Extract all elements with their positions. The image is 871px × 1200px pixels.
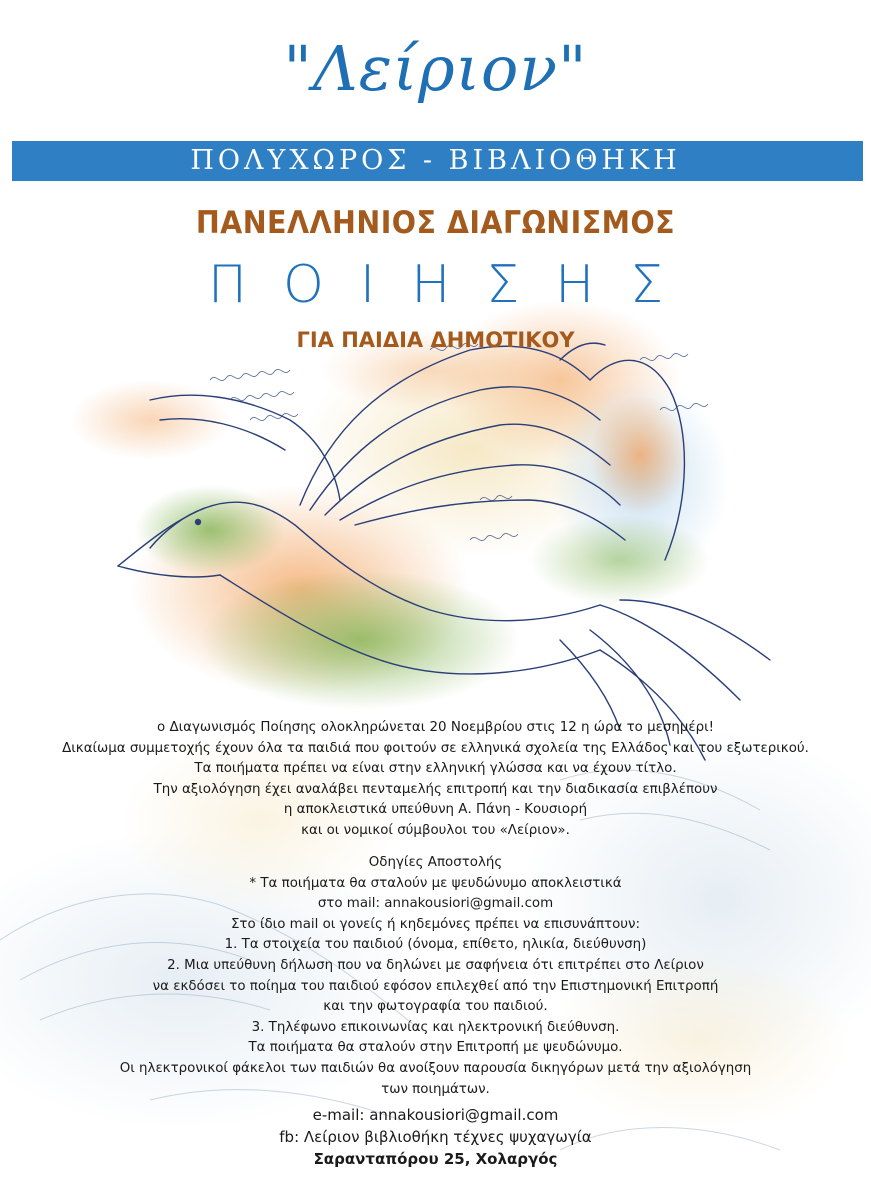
contest-audience: ΓΙΑ ΠΑΙΔΙΑ ΔΗΜΟΤΙΚΟΥ bbox=[296, 328, 575, 352]
info-paragraph bbox=[0, 718, 871, 842]
info-line: Δικαίωμα συμμετοχής έχουν όλα τα παιδιά που φοιτούν σε ελληνικά σχολεία της Ελλάδος και του εξωτερικού. bbox=[62, 740, 809, 756]
instructions-line: και την φωτογραφία του παιδιού. bbox=[323, 999, 548, 1015]
instructions-paragraph bbox=[0, 853, 871, 1100]
instructions-line: * Τα ποιήματα θα σταλούν με ψευδώνυμο αποκλειστικά bbox=[249, 875, 622, 891]
instructions-line: να εκδόσει το ποίημα του παιδιού εφόσον επιλεχθεί από την Επιστημονική Επιτροπή bbox=[152, 978, 719, 994]
instructions-line: 1. Τα στοιχεία του παιδιού (όνομα, επίθετο, ηλικία, διεύθυνση) bbox=[224, 937, 647, 953]
contact-facebook: fb: Λείριον βιβλιοθήκη τέχνες ψυχαγωγία bbox=[279, 1128, 592, 1146]
instructions-line: 3. Τηλέφωνο επικοινωνίας και ηλεκτρονική διεύθυνση. bbox=[251, 1019, 620, 1035]
info-line: Την αξιολόγηση έχει αναλάβει πενταμελής επιτροπή και την διαδικασία επιβλέπουν bbox=[153, 781, 718, 797]
instructions-line: 2. Μια υπεύθυνη δήλωση που να δηλώνει με σαφήνεια ότι επιτρέπει στο Λείριον bbox=[167, 957, 704, 973]
instructions-heading: Οδηγίες Αποστολής bbox=[368, 855, 503, 870]
info-line: Τα ποιήματα πρέπει να είναι στην ελληνική γλώσσα και να έχουν τίτλο. bbox=[194, 761, 677, 777]
instructions-line: Τα ποιήματα θα σταλούν στην Επιτροπή με ψευδώνυμο. bbox=[248, 1040, 623, 1056]
contest-subject: ΠΟΙΗΣΗΣ bbox=[207, 255, 700, 315]
logo-title: "Λείριον" bbox=[283, 32, 588, 105]
contact-address: Σαρανταπόρου 25, Χολαργός bbox=[313, 1150, 558, 1168]
subtitle-band bbox=[0, 141, 871, 181]
instructions-line: Στο ίδιο mail οι γονείς ή κηδεμόνες πρέπει να επισυνάπτουν: bbox=[230, 916, 641, 932]
instructions-line: των ποιημάτων. bbox=[381, 1081, 490, 1097]
instructions-line: στο mail: annakousiori@gmail.com bbox=[317, 896, 554, 912]
contest-title: ΠΑΝΕΛΛΗΝΙΟΣ ΔΙΑΓΩΝΙΣΜΟΣ bbox=[195, 205, 676, 241]
contact-email: e-mail: annakousiori@gmail.com bbox=[312, 1106, 559, 1124]
instructions-line: Οι ηλεκτρονικοί φάκελοι των παιδιών θα ανοίξουν παρουσία δικηγόρων μετά την αξιολόγηση bbox=[119, 1060, 752, 1076]
info-line: η αποκλειστικά υπεύθυνη Α. Πάνη - Κουσιορή bbox=[283, 802, 588, 818]
info-line: και οι νομικοί σύμβουλοι του «Λείριον». bbox=[301, 822, 570, 838]
contact-block bbox=[0, 1104, 871, 1170]
band-text: ΠΟΛΥΧΩΡΟΣ - ΒΙΒΛΙΟΘΗΚΗ bbox=[190, 145, 681, 176]
info-line: ο Διαγωνισμός Ποίησης ολοκληρώνεται 20 Νοεμβρίου στις 12 η ώρα το μεσημέρι! bbox=[157, 720, 714, 735]
